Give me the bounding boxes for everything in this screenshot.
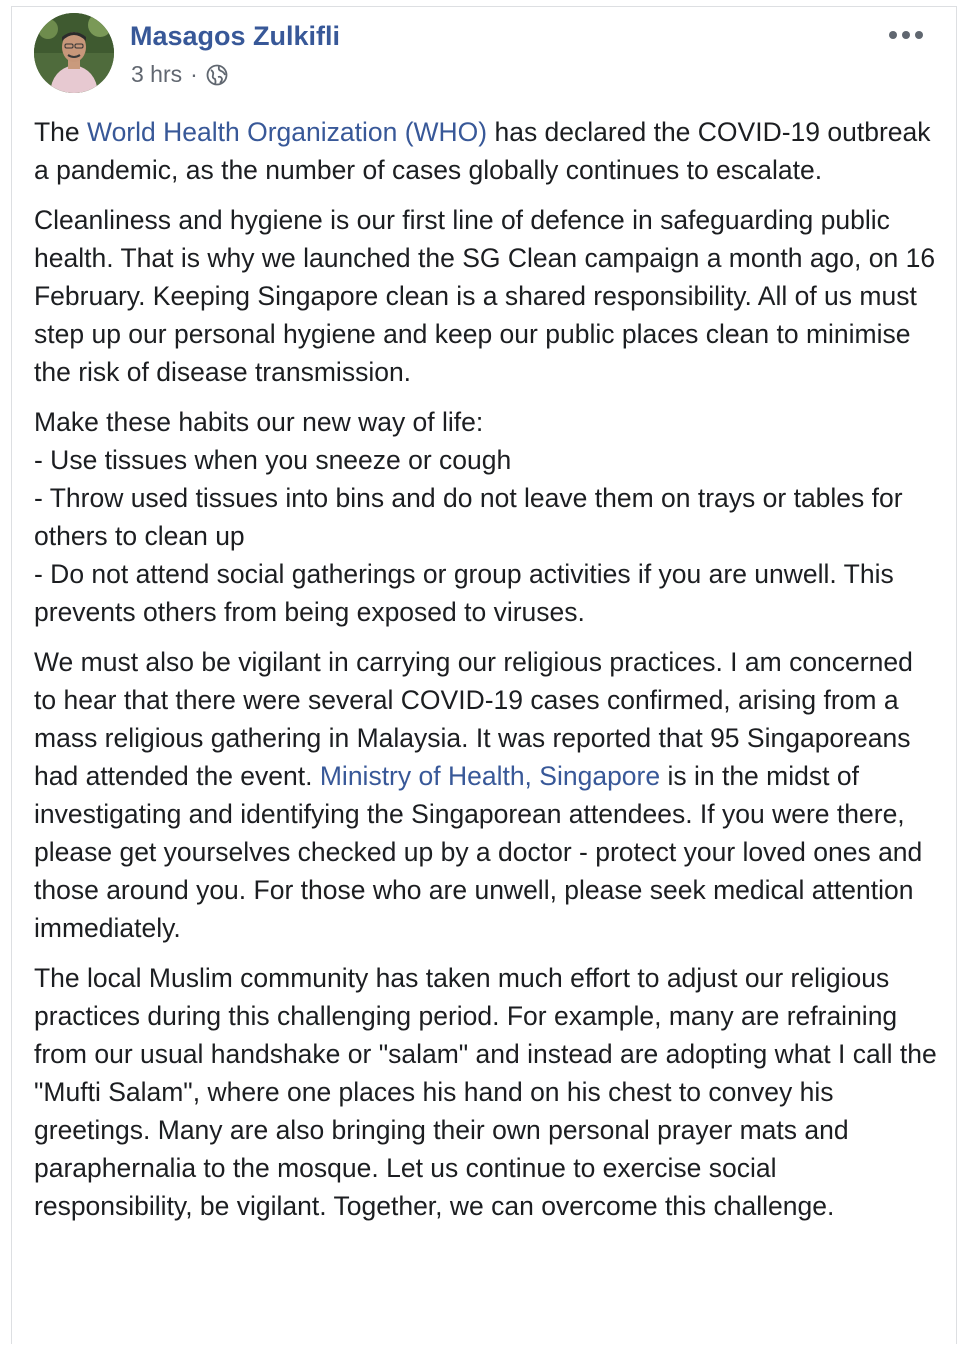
paragraph-text: has declared the COVID-19 outbreak a pandemic, as the number of cases globally continues to escalate. bbox=[34, 117, 931, 185]
mention-link[interactable]: Ministry of Health, Singapore bbox=[319, 761, 661, 791]
paragraph-line: - Throw used tissues into bins and do not leave them on trays or tables for others to clean up bbox=[34, 483, 903, 551]
post-paragraph bbox=[34, 403, 939, 631]
more-options-icon[interactable] bbox=[884, 25, 928, 45]
avatar-image bbox=[34, 13, 114, 93]
post-card bbox=[11, 6, 957, 1344]
author-avatar[interactable] bbox=[34, 13, 114, 93]
post-body bbox=[34, 113, 939, 1237]
post-meta bbox=[131, 61, 228, 88]
globe-icon[interactable] bbox=[206, 64, 228, 86]
meta-separator: · bbox=[190, 61, 198, 87]
paragraph-text: We must also be vigilant in carrying our religious practices. I am concerned to hear that there were several COVID-19 cases confirmed, arising from a mass religious gathering in Malaysia. It was reported that 95 Singaporeans had attended the event. bbox=[34, 647, 913, 791]
mention-link[interactable]: World Health Organization (WHO) bbox=[87, 117, 488, 147]
paragraph-line: - Do not attend social gatherings or group activities if you are unwell. This prevents others from being exposed to viruses. bbox=[34, 559, 894, 627]
post-paragraph bbox=[34, 113, 939, 189]
post-header bbox=[34, 11, 934, 95]
paragraph-line: Make these habits our new way of life: bbox=[34, 407, 484, 437]
post-paragraph bbox=[34, 201, 939, 391]
paragraph-text: The bbox=[34, 117, 88, 147]
paragraph-text: The local Muslim community has taken much effort to adjust our religious practices during this challenging period. For example, many are refraining from our usual handshake or "salam" and instead are adopting what I call the "Mufti Salam", where one places his hand on his chest to convey his greetings. Many are also bringing their own personal prayer mats and paraphernalia to the mosque. Let us continue to exercise social responsibility, be vigilant. Together, we can overcome this challenge. bbox=[34, 963, 937, 1221]
author-name[interactable]: Masagos Zulkifli bbox=[130, 21, 341, 51]
paragraph-text: is in the midst of investigating and identifying the Singaporean attendees. If you were there, please get yourselves checked up by a doctor - protect your loved ones and those around you. For those who are unwell, please seek medical attention immediately. bbox=[34, 761, 923, 943]
paragraph-text: Cleanliness and hygiene is our first line of defence in safeguarding public health. That is why we launched the SG Clean campaign a month ago, on 16 February. Keeping Singapore clean is a shared responsibility. All of us must step up our personal hygiene and keep our public places clean to minimise the risk of disease transmission. bbox=[34, 205, 936, 387]
post-paragraph bbox=[34, 643, 939, 947]
post-paragraph bbox=[34, 959, 939, 1225]
post-timestamp[interactable]: 3 hrs bbox=[131, 61, 183, 87]
paragraph-line: - Use tissues when you sneeze or cough bbox=[34, 445, 512, 475]
